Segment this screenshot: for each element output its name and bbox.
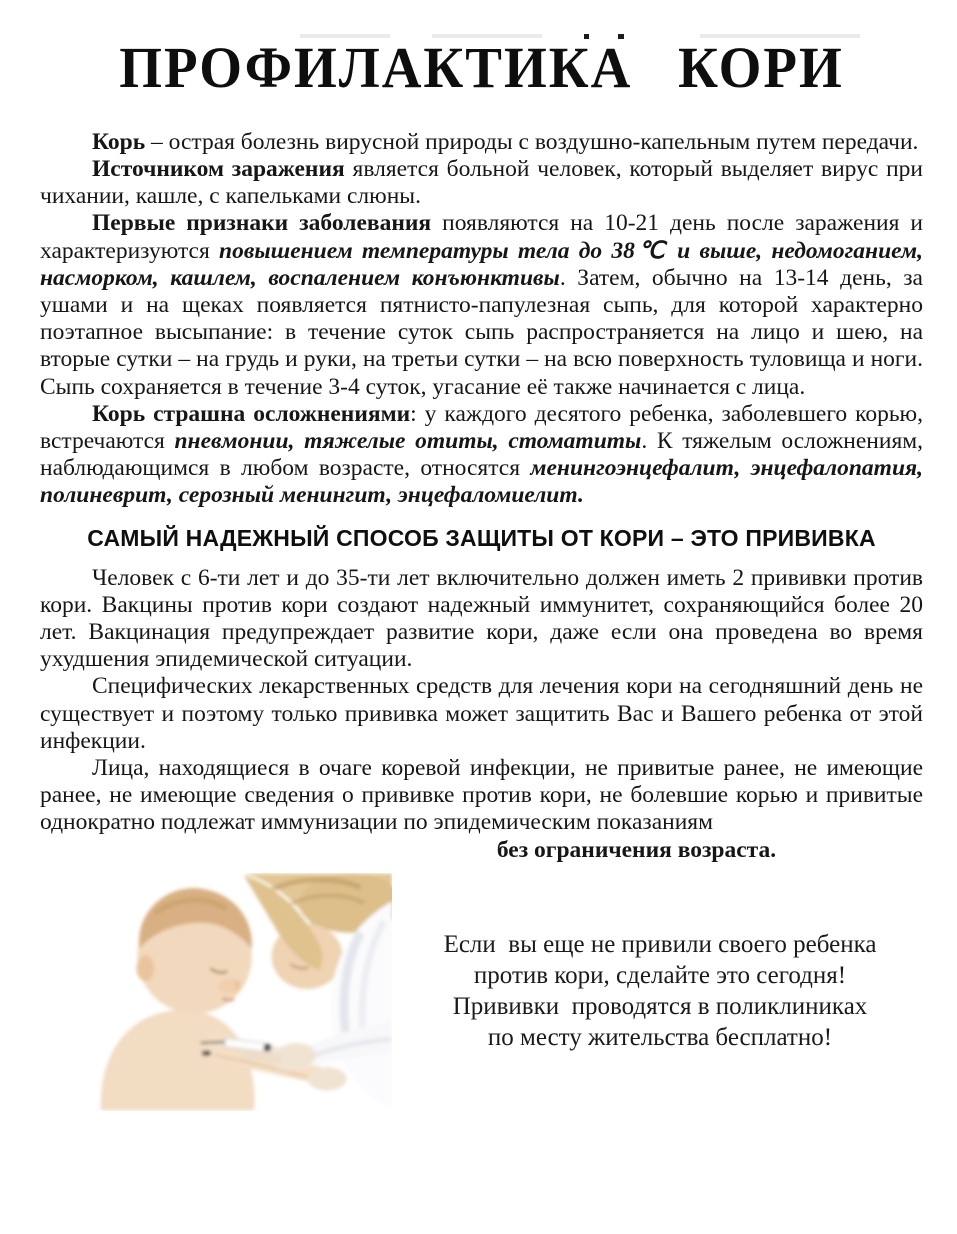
page-title: ПРОФИЛАКТИКА КОРИ (119, 35, 844, 100)
paragraph-no-specific-treatment: Специфических лекарственных средств для лечения кори на сегодняшний день не существует и поэтому только прививка может защитить Вас и Вашего ребенка от этой инфекции. (40, 673, 923, 754)
cta-line: Если вы еще не привили своего ребенка (443, 930, 877, 958)
paragraph-vaccine-schedule: Человек с 6-ти лет и до 35-ти лет включительно должен иметь 2 прививки против кори. Вакцины против кори создают надежный иммунитет, сохраняющийся более 20 лет. Вакцинация предупреждает развитие кори, даже если она проведена во время ухудшения эпидемической ситуации. (40, 564, 923, 673)
cta-line: Прививки проводятся в поликлиниках (452, 992, 868, 1020)
subheading-vaccination: САМЫЙ НАДЕЖНЫЙ СПОСОБ ЗАЩИТЫ ОТ КОРИ – ЭТО ПРИВИВКА (87, 524, 876, 551)
paragraph-first-symptoms: Первые признаки заболевания появляются на 10-21 день после заражения и характеризуются повышением температуры тела до 38℃ и выше, недомоганием, насморком, кашлем, воспалением конъюнктивы. Затем, обычно на 13-14 день, за ушами и на щеках появляется пятнисто-папулезная сыпь, для которой характерно поэтапное высыпание: в течение суток сыпь распространяется на лицо и шею, на вторые сутки – на грудь и руки, на третьи сутки – на всю поверхность туловища и ноги. Сыпь сохраняется в течение 3-4 суток, угасание её также начинается с лица. (40, 210, 923, 400)
paragraph-measles-definition: Корь – острая болезнь вирусной природы с воздушно-капельным путем передачи. (92, 128, 919, 155)
call-to-action-text (385, 929, 935, 1053)
paragraph-epidemic-immunization: Лица, находящиеся в очаге коревой инфекции, не привитые ранее, не имеющие ранее, не имеющие сведения о прививке против кори, не болевшие корью и привитые однократно подлежат иммунизации по эпидемическим показаниям (40, 755, 923, 836)
leaflet-page (0, 34, 957, 1234)
document-body (0, 34, 957, 1119)
emphasis-no-age-limit: без ограничения возраста. (496, 836, 777, 863)
nurse-vaccinating-baby-photo (96, 873, 392, 1111)
footer-section (40, 869, 923, 1119)
intro-section (40, 129, 923, 510)
cta-line: по месту жительства бесплатно! (487, 1023, 833, 1051)
paragraph-complications: Корь страшна осложнениями: у каждого десятого ребенка, заболевшего корью, встречаются пневмонии, тяжелые отиты, стоматиты. К тяжелым осложнениям, наблюдающимся в любом возрасте, относятся менингоэнцефалит, энцефалопатия, полиневрит, серозный менингит, энцефаломиелит. (40, 400, 923, 509)
cta-line: против кори, сделайте это сегодня! (473, 961, 847, 989)
paragraph-infection-source: Источником заражения является больной человек, который выделяет вирус при чихании, кашле, с капельками слюны. (40, 155, 923, 210)
vaccination-section (40, 565, 923, 864)
